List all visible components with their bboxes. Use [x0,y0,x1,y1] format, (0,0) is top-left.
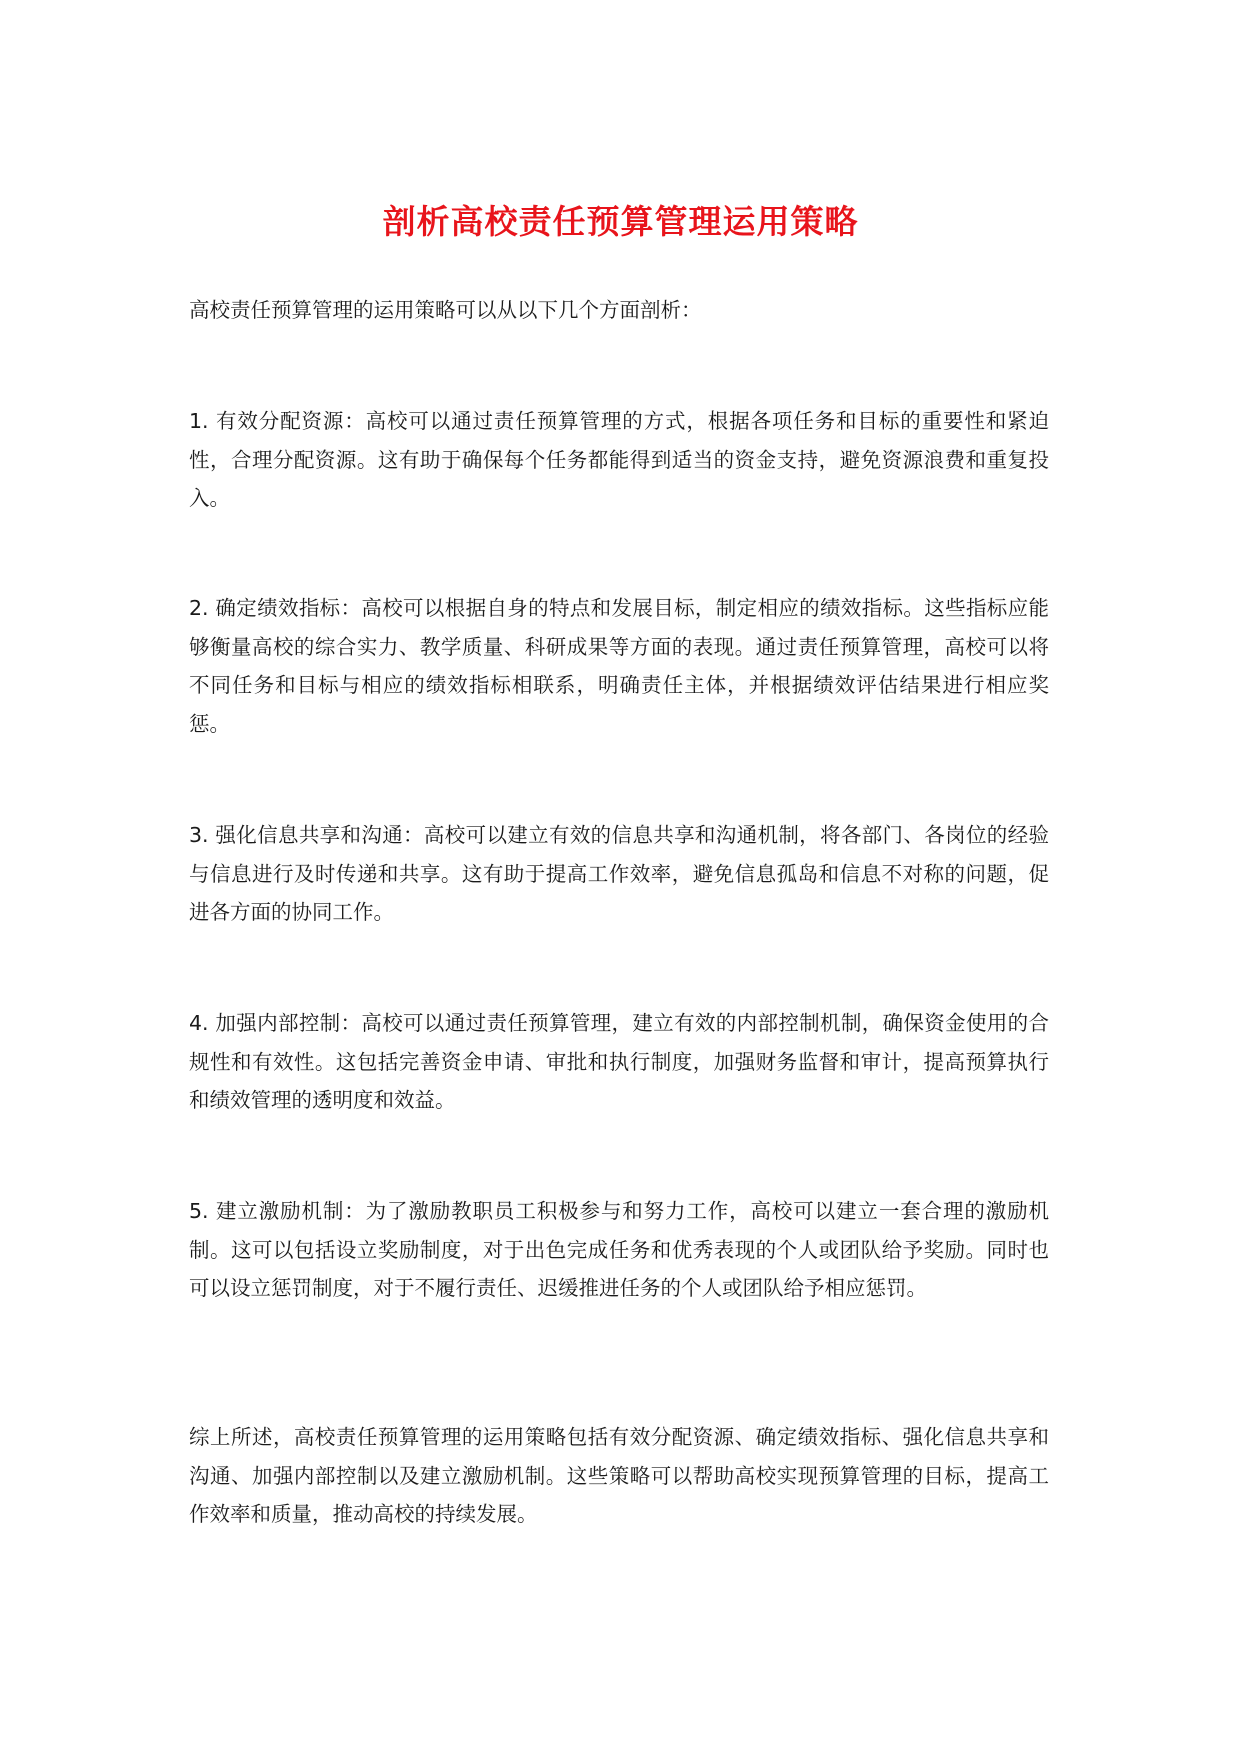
section-4-paragraph: 4. 加强内部控制：高校可以通过责任预算管理，建立有效的内部控制机制，确保资金使用的合规性和有效性。这包括完善资金申请、审批和执行制度，加强财务监督和审计，提高预算执行和绩效管理的透明度和效益。 [189,1011,1049,1112]
section-2-paragraph: 2. 确定绩效指标：高校可以根据自身的特点和发展目标，制定相应的绩效指标。这些指标应能够衡量高校的综合实力、教学质量、科研成果等方面的表现。通过责任预算管理，高校可以将不同任务和目标与相应的绩效指标相联系，明确责任主体，并根据绩效评估结果进行相应奖惩。 [189,596,1049,736]
section-1-paragraph: 1. 有效分配资源：高校可以通过责任预算管理的方式，根据各项任务和目标的重要性和紧迫性，合理分配资源。这有助于确保每个任务都能得到适当的资金支持，避免资源浪费和重复投入。 [189,409,1049,510]
summary-paragraph: 综上所述，高校责任预算管理的运用策略包括有效分配资源、确定绩效指标、强化信息共享和沟通、加强内部控制以及建立激励机制。这些策略可以帮助高校实现预算管理的目标，提高工作效率和质量，推动高校的持续发展。 [189,1425,1049,1526]
document-title: 剖析高校责任预算管理运用策略 [382,202,859,242]
intro-paragraph: 高校责任预算管理的运用策略可以从以下几个方面剖析： [189,298,702,322]
section-3-paragraph: 3. 强化信息共享和沟通：高校可以建立有效的信息共享和沟通机制，将各部门、各岗位的经验与信息进行及时传递和共享。这有助于提高工作效率，避免信息孤岛和信息不对称的问题，促进各方面的协同工作。 [189,823,1049,924]
section-5-paragraph: 5. 建立激励机制：为了激励教职员工积极参与和努力工作，高校可以建立一套合理的激励机制。这可以包括设立奖励制度，对于出色完成任务和优秀表现的个人或团队给予奖励。同时也可以设立惩罚制度，对于不履行责任、迟缓推进任务的个人或团队给予相应惩罚。 [189,1199,1049,1300]
